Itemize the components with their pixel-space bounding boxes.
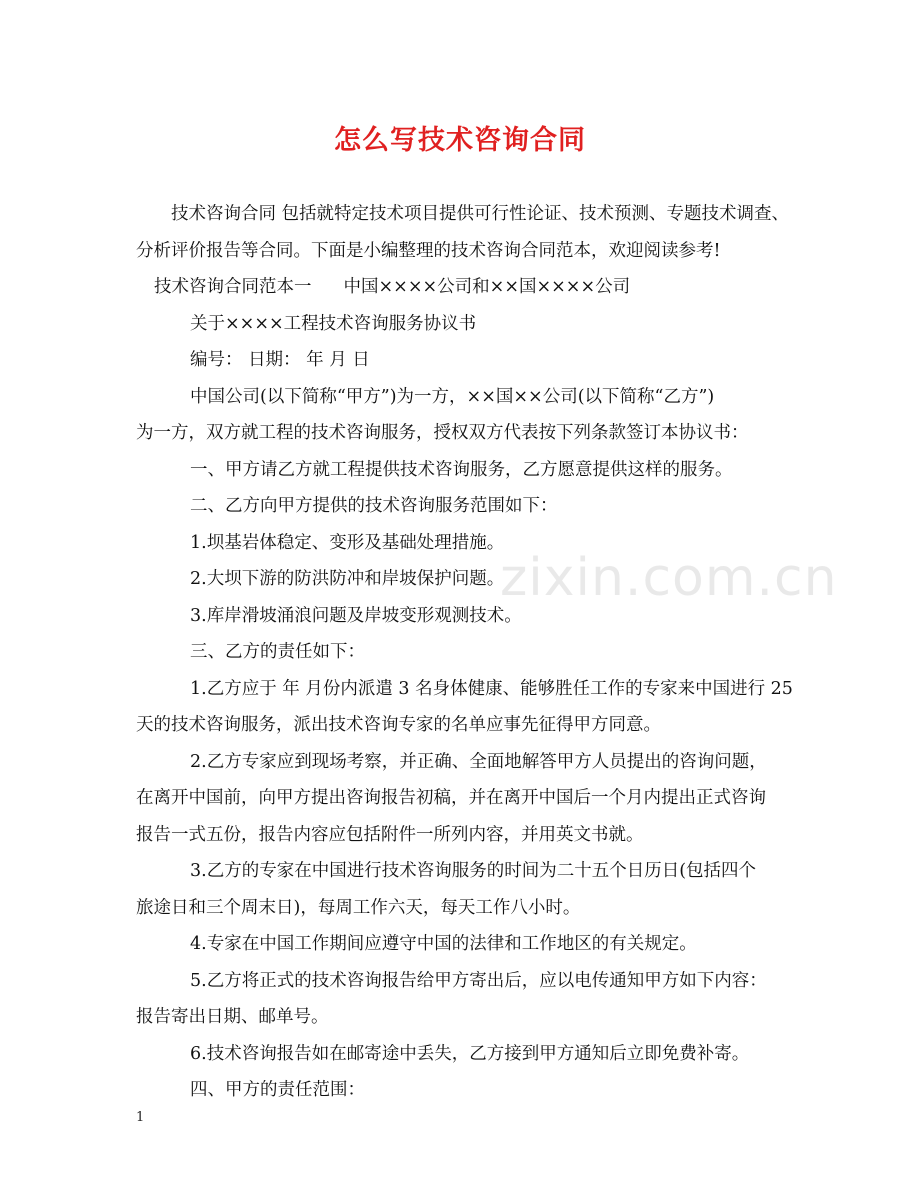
sample-heading: 技术咨询合同范本一 [154,277,312,297]
watermark: zixin.com.cn [500,548,838,608]
paragraph-line [136,269,796,306]
paragraph-line: 2.乙方专家应到现场考察，并正确、全面地解答甲方人员提出的咨询问题， [190,751,767,772]
paragraph-line: 5.乙方将正式的技术咨询报告给甲方寄出后，应以电传通知甲方如下内容： [190,970,767,991]
paragraph-line: 编号： 日期： 年 月 日 [190,350,370,370]
paragraph-line: 二、乙方向甲方提供的技术咨询服务范围如下： [190,496,558,516]
document-body [136,196,796,1109]
paragraph-line: 天的技术咨询服务，派出技术咨询专家的名单应事先征得甲方同意。 [136,715,661,735]
paragraph-line: 3.库岸滑坡涌浪问题及岸坡变形观测技术。 [190,605,522,626]
paragraph-line: 分析评价报告等合同。下面是小编整理的技术咨询合同范本，欢迎阅读参考! [136,240,721,261]
party-names: 中国××××公司和××国××××公司 [343,277,631,297]
paragraph-line: 一、甲方请乙方就工程提供技术咨询服务，乙方愿意提供这样的服务。 [190,459,733,480]
paragraph-line: 在离开中国前，向甲方提出咨询报告初稿，并在离开中国后一个月内提出正式咨询 [136,788,766,808]
paragraph-line: 1.乙方应于 年 月份内派遣 3 名身体健康、能够胜任工作的专家来中国进行 25 [190,678,793,699]
paragraph-line: 报告一式五份，报告内容应包括附件一所列内容，并用英文书就。 [136,824,644,845]
paragraph-line: 4.专家在中国工作期间应遵守中国的法律和工作地区的有关规定。 [190,934,697,954]
paragraph-line: 关于××××工程技术咨询服务协议书 [190,313,477,334]
page-number: 1 [136,1110,145,1125]
document-title: 怎么写技术咨询合同 [334,125,586,156]
paragraph-line: 旅途日和三个周末日)，每周工作六天，每天工作八小时。 [136,897,581,918]
paragraph-line: 1.坝基岩体稳定、变形及基础处理措施。 [190,532,505,553]
paragraph-line: 技术咨询合同 包括就特定技术项目提供可行性论证、技术预测、专题技术调查、 [171,204,790,224]
paragraph-line: 2.大坝下游的防洪防冲和岸坡保护问题。 [190,569,505,589]
paragraph-line: 中国公司(以下简称“甲方”)为一方，××国××公司(以下简称“乙方”) [190,386,715,407]
paragraph-line: 6.技术咨询报告如在邮寄途中丢失，乙方接到甲方通知后立即免费补寄。 [190,1043,750,1064]
paragraph-line: 报告寄出日期、邮单号。 [136,1007,329,1027]
paragraph-line: 三、乙方的责任如下： [190,642,365,662]
paragraph-line: 3.乙方的专家在中国进行技术咨询服务的时间为二十五个日历日(包括四个 [190,861,757,881]
paragraph-line: 为一方，双方就工程的技术咨询服务，授权双方代表按下列条款签订本协议书： [136,423,749,443]
paragraph-line: 四、甲方的责任范围： [190,1080,365,1100]
